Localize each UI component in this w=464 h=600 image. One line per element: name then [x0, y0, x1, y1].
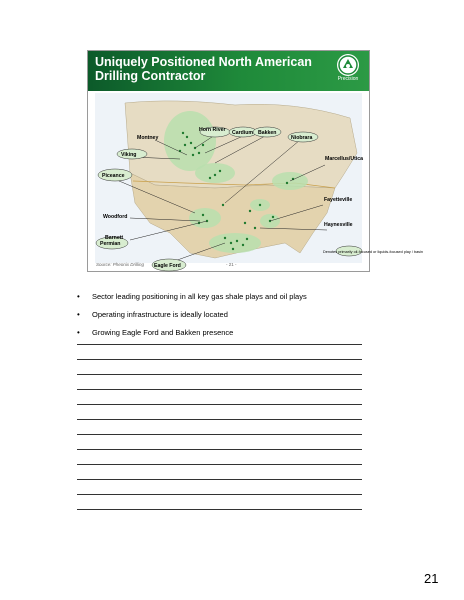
land-canada	[125, 101, 357, 188]
label-montney: Montney	[137, 135, 159, 141]
label-viking: Viking	[121, 152, 137, 158]
legend-text	[323, 250, 423, 254]
slide-source: Source: Pheonix Drilling	[96, 262, 145, 267]
bullet-list	[75, 292, 375, 346]
slide-header	[88, 51, 369, 91]
label-piceance: Piceance	[102, 173, 125, 179]
label-woodford: Woodford	[103, 214, 128, 220]
bullet-item: • Operating infrastructure is ideally located	[75, 310, 375, 328]
note-line	[77, 449, 362, 450]
slide-title: Uniquely Positioned North American Drilling Contractor	[95, 55, 312, 83]
label-permian: Permian	[100, 241, 121, 247]
precision-logo-icon	[337, 54, 359, 76]
label-barnett: Barnett	[105, 235, 124, 241]
label-niobrara: Niobrara	[291, 135, 313, 141]
note-line	[77, 419, 362, 420]
note-line	[77, 479, 362, 480]
page-number: 21	[424, 571, 439, 586]
bullet-item: • Sector leading positioning in all key gas shale plays and oil plays	[75, 292, 375, 310]
note-line	[77, 374, 362, 375]
slide-thumbnail	[87, 50, 424, 272]
note-line	[77, 359, 362, 360]
label-bakken: Bakken	[258, 130, 277, 136]
label-cardium: Cardium	[232, 130, 254, 136]
logo-text: Precision	[337, 76, 359, 82]
note-line	[77, 404, 362, 405]
label-horn-river: Horn River	[199, 127, 226, 133]
note-line	[77, 389, 362, 390]
note-line	[77, 344, 362, 345]
label-fayetteville: Fayetteville	[324, 197, 353, 203]
note-line	[77, 494, 362, 495]
note-line	[77, 509, 362, 510]
slide-number: - 21 -	[226, 262, 237, 267]
note-line	[77, 464, 362, 465]
note-line	[77, 434, 362, 435]
label-marcellus: Marcellus/Utica	[325, 156, 364, 162]
legend-line: Denotes primarily oil-focused or liquids-focused play / basin	[323, 250, 424, 254]
label-haynesville: Haynesville	[324, 222, 353, 228]
label-eagle-ford: Eagle Ford	[154, 263, 181, 269]
bullet-item: • Growing Eagle Ford and Bakken presence	[75, 328, 375, 346]
